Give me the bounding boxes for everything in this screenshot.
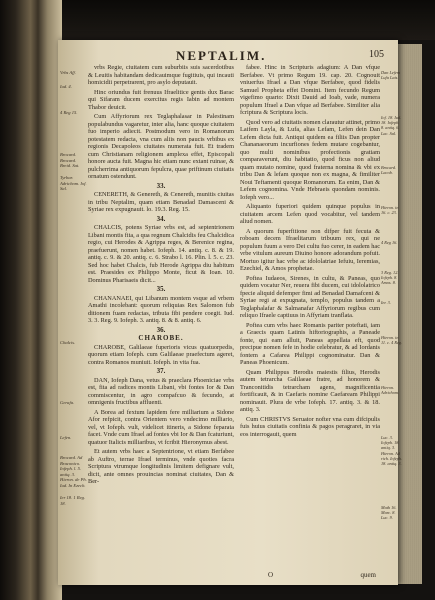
- paragraph: CHALCIS, potens Syriae vrbs est, ad septentrionem Libani montis fita, a qua regnum Chalcidis feu Chalcidica regio, cui Herodes & Agrippa reges, & Berenice regina, praefuerunt, nomen habet. Iofeph. 14. antiq. c. 8. & 19. antiq. c. 9. & 20. antiq. c. 6. Strabo l. 16. Plin. l. 5. c. 23. Sed hoc habet Chalcis, fub Herode Agrippa diu habitum est. Praesides ex Philippo Monte, ficut & Ioan. 10. Dominus Pharisaeis dicit...: [88, 224, 234, 284]
- background-shadow: [0, 0, 435, 40]
- margin-note: Luc. 3. Iofeph. 18. antiq. 3. Hieron. Ad rich. Iofeph. 18. antiq. 3.: [381, 435, 403, 467]
- paragraph: A quorum fuperfitione non difper fuit fecuta & roboam decem Ifraelitarum tribuum rex, qui ne populum fuum a vero Dei cultu fuo cerer, in eadem hac vrbe vitulum aureum Diuino honore adorandum pofuit. Mortuo igitur hac vrbe ac idololatriae Iefuiu, Ieremias, Ezechiel, & Amos prophetae.: [240, 227, 380, 272]
- catchword: quem: [360, 571, 376, 579]
- margin-note: Ier. 3.: [381, 300, 391, 305]
- section-number: 37.: [156, 367, 166, 375]
- margin-note: 4 Reg 16.: [381, 240, 398, 245]
- paragraph: CHAROBE, Galilaeae fuperioris vicus quatuorpedis, quorum etiam Iofeph. cum Galilaeae praefectum ageret, contra Romanos muniuit. Iofeph. in vita fua.: [88, 343, 234, 366]
- paragraph: CHANANAEI, qui Libanum montem vsque ad vrbem Amathi incolebant: quorum reliquias Rex Salomon fub ditionem fuam redactas, tributa fibi pendere coegit. Iud. 3. 3. Reg. 9. Iofeph. 3. antiq. 8. & 8. antiq. 6.: [88, 294, 234, 324]
- margin-note: 3 Reg. 12. Iofeph. 8. Amos. 8.: [381, 270, 399, 286]
- signature-mark: O: [268, 571, 274, 579]
- running-title: NEPTALIM.: [176, 48, 267, 63]
- paragraph: Poftea cum vrbs haec Romanis pariter poteftati, iam a Graecis quam Latinis hiftoriographis, a Paneade fonte, qui eam alluit, Paneas appellata eft, quod precipue nomen fefe in hodie celebratur, & ad Iordanis fontem a Cafarea Philippi cognominatur. Dan & Paneas Phoenicum.: [240, 321, 380, 366]
- margin-note: Brocard. Ad Braconico. Iofeph. l. 5. antiq. 3. Hieron. de Ph. Iud. In Ezech.: [60, 455, 87, 488]
- paragraph: DAN, Iofeph Dana, vetus & praeclara Phoeniciae vrbs est, fita ad radices montis Libani, vbi fontes Ior & Dan commiscentur, in agro compafcuo & fecundo, at omnigenis fructibus affluenti.: [88, 376, 234, 406]
- paragraph: A Borea ad fextum lapidem fere milliarium a Sidone Afor refpicit, contra Orientem vero vndecimo milliario, vel, vt Iofeph. vult, videlicet itineris, a Sidone feparata facet. Vnde cum Ifrael ad fontes vbi Ior & Dan fcaturiunt, quatuor Italicis milliaribus, vt fcribit Hieronymus abest.: [88, 408, 234, 446]
- margin-note: Dan Lefem Lufa Lais.: [381, 70, 400, 81]
- margin-note: Hieron. Adrichom.: [381, 385, 400, 396]
- section-number: 34.: [156, 214, 166, 223]
- section-number: 35.: [156, 285, 166, 293]
- page-header: [58, 48, 398, 62]
- paragraph: vrbs Regie, ciuitatem cum suburbiis suis sacerdotibus & Leuitis habitandam dedicauimque fugitiuis, qui incauti homicidii perpetrarent, pro asylo deputauit.: [88, 64, 234, 86]
- margin-note: Math 16. Marc. 8. Luc. 9.: [381, 505, 397, 521]
- paragraph: Cum CHRISTVS Seruator nofter vna cum difcipulis fuis huius ciuitatis confinia & pagos peragraret, in via eos interrogauit, quem: [240, 415, 380, 438]
- paragraph: Et autem vrbs haec a Septentrione, vt etiam Berfabee ab Auftro, terrae Ifrael terminus, vnde quoties facra Scriptura vtrumque longitudinis limitem defignare vult, dicit, ante omnes prouincias nominat ciuitates, Dan & Ber-: [88, 448, 234, 485]
- page-number: 105: [369, 49, 384, 60]
- section-number: 33.: [156, 181, 166, 190]
- margin-note: Brocard. Brocard. Breid. Sat.: [60, 152, 80, 169]
- margin-note: Ier 18. 1 Reg. 18.: [60, 495, 86, 506]
- section-number: 36.: [156, 325, 166, 334]
- left-text-column: [88, 64, 234, 569]
- paragraph: CENERETH, & Genereth, & Cenereth, munitis ciuitas in tribu Neptalim, quam etiam Benadad Damasceni & Syriae rex expugnauit. lo. 19.3. Reg. 15.: [88, 191, 234, 213]
- paragraph: Poftea Iudaeos, Sirenes, in cultu, & Paneas, quo quidem vocatur Ner, reuera fibi ducem, cui idololatrico fpecie aliquid defemper fimi ad Benadad Damafceni & Syriae regi at expugnata, templo, populus tandem a Teglaphalafar & Salmanafar Affyriorum regibus cum reliquo Ifraele captiuus in Affyriam tranflata.: [240, 274, 380, 319]
- paragraph: Cum Affyriorum rex Teglaphalasar in Palestinam populabundus vagaretur, inter alia, hanc quoque ciuitatem fuo imperio adiecit. Postmodum vero in Romanorum potestatem redacta, vna cum aliis non paucis vrbibus ex regionis Decapoleos ciuitates numerata fuit. Et tradem cum Christianam religionem amplexa effet, Episcopali honore aucta fuit. Magna hic etiam nunc extant ruinae, & pulcherrima antiquorum fepulcra, quae priftinum ciuitatis ornatum ostendunt.: [88, 113, 234, 180]
- margin-note: 4 Reg 15.: [60, 110, 78, 115]
- margin-note: Chalcis.: [60, 340, 76, 345]
- facing-page-edge: [0, 0, 38, 600]
- margin-note: Hieron. in 11. c. 4 Reg.: [381, 335, 403, 346]
- right-text-column: [240, 64, 380, 569]
- margin-note: Iud. 4.: [60, 84, 72, 89]
- book-page: [58, 40, 403, 585]
- margin-note: Brocard. Lacob.: [381, 165, 397, 176]
- margin-note: Hieron. in 16. c. 23.: [381, 205, 399, 216]
- paragraph: Hinc oriundus fuit frenuus Ifraelitice gentis dux Barac qui Sifaram ducem exercitus regis Iabin ad montem Thabor deuicit.: [88, 88, 234, 111]
- section-heading: CHAROBE.: [138, 334, 184, 342]
- paragraph: Quam Philippus Herodis maiestis filius, Herodis autem tetrarcha Galilaeae fratre, ad honorem & Tranconitidis tetrarcham agens, magnificentia fortificauit, & in Caefaris nomine Caefaream Philippi nominauit. Plura de vrbe Iofeph. 17. antiq. 3. & 18. antiq. 3.: [240, 368, 380, 413]
- margin-note: Gerafa.: [60, 400, 75, 405]
- margin-note: Iof. 18. Iud. 18. Iofeph. 8. antiq. 6. Lac. Sal.: [381, 115, 402, 136]
- paragraph: fabee. Hinc in Scripturis adagium: A Dan vfque Berfabee. Vt primo Regum 19. cap. 20. Cognouit vniuerfus Ifrael a Dan vfque Berfabee, quod fidelis Samuel Propheta effet Domini. Item fecundo Regum vigefimo quarto: Dixit Dauid ad Ioab, vade, numera populum Ifrael a Dan vfque ad Berfabee. Similiter alia fcriptura & Scriptura locis.: [240, 64, 380, 116]
- margin-note: Lefen.: [60, 435, 72, 440]
- margin-note: Vrbs Aff.: [60, 70, 76, 75]
- paragraph: Aliquanto fuperiori quidem quinque populus in ciuitatem arcem Lefen quod vocabitur, vel tandem aliud nomen.: [240, 203, 380, 225]
- paragraph: Quod vero ad ciuitatis nomen clarautur attinet, primo Laifem Layla, & Lufa, alias Lefam, Lefen dein Dan Lefem dicta fuit. Antiqui quidem ea filiis Dan propter Chananaeorum incurfiones fedem mutare cogebantur, quo multi nominibus profectionis gratiam comparaverunt, diu habitatio, quod ficus non aliud quam mutato nomine, quod fraterna nomina & vbi ex tribu Dan & lefam quoque non ex magna, & fimiliter Noui Teftamenti quoque Romanorum. Ea enim, Dan & Lefem cognomina. Vnde Hebraeis quondam nominis. Iofeph vero...: [240, 118, 380, 201]
- margin-note: Tyrbar. Adrichom. Iof. Sal.: [60, 175, 87, 192]
